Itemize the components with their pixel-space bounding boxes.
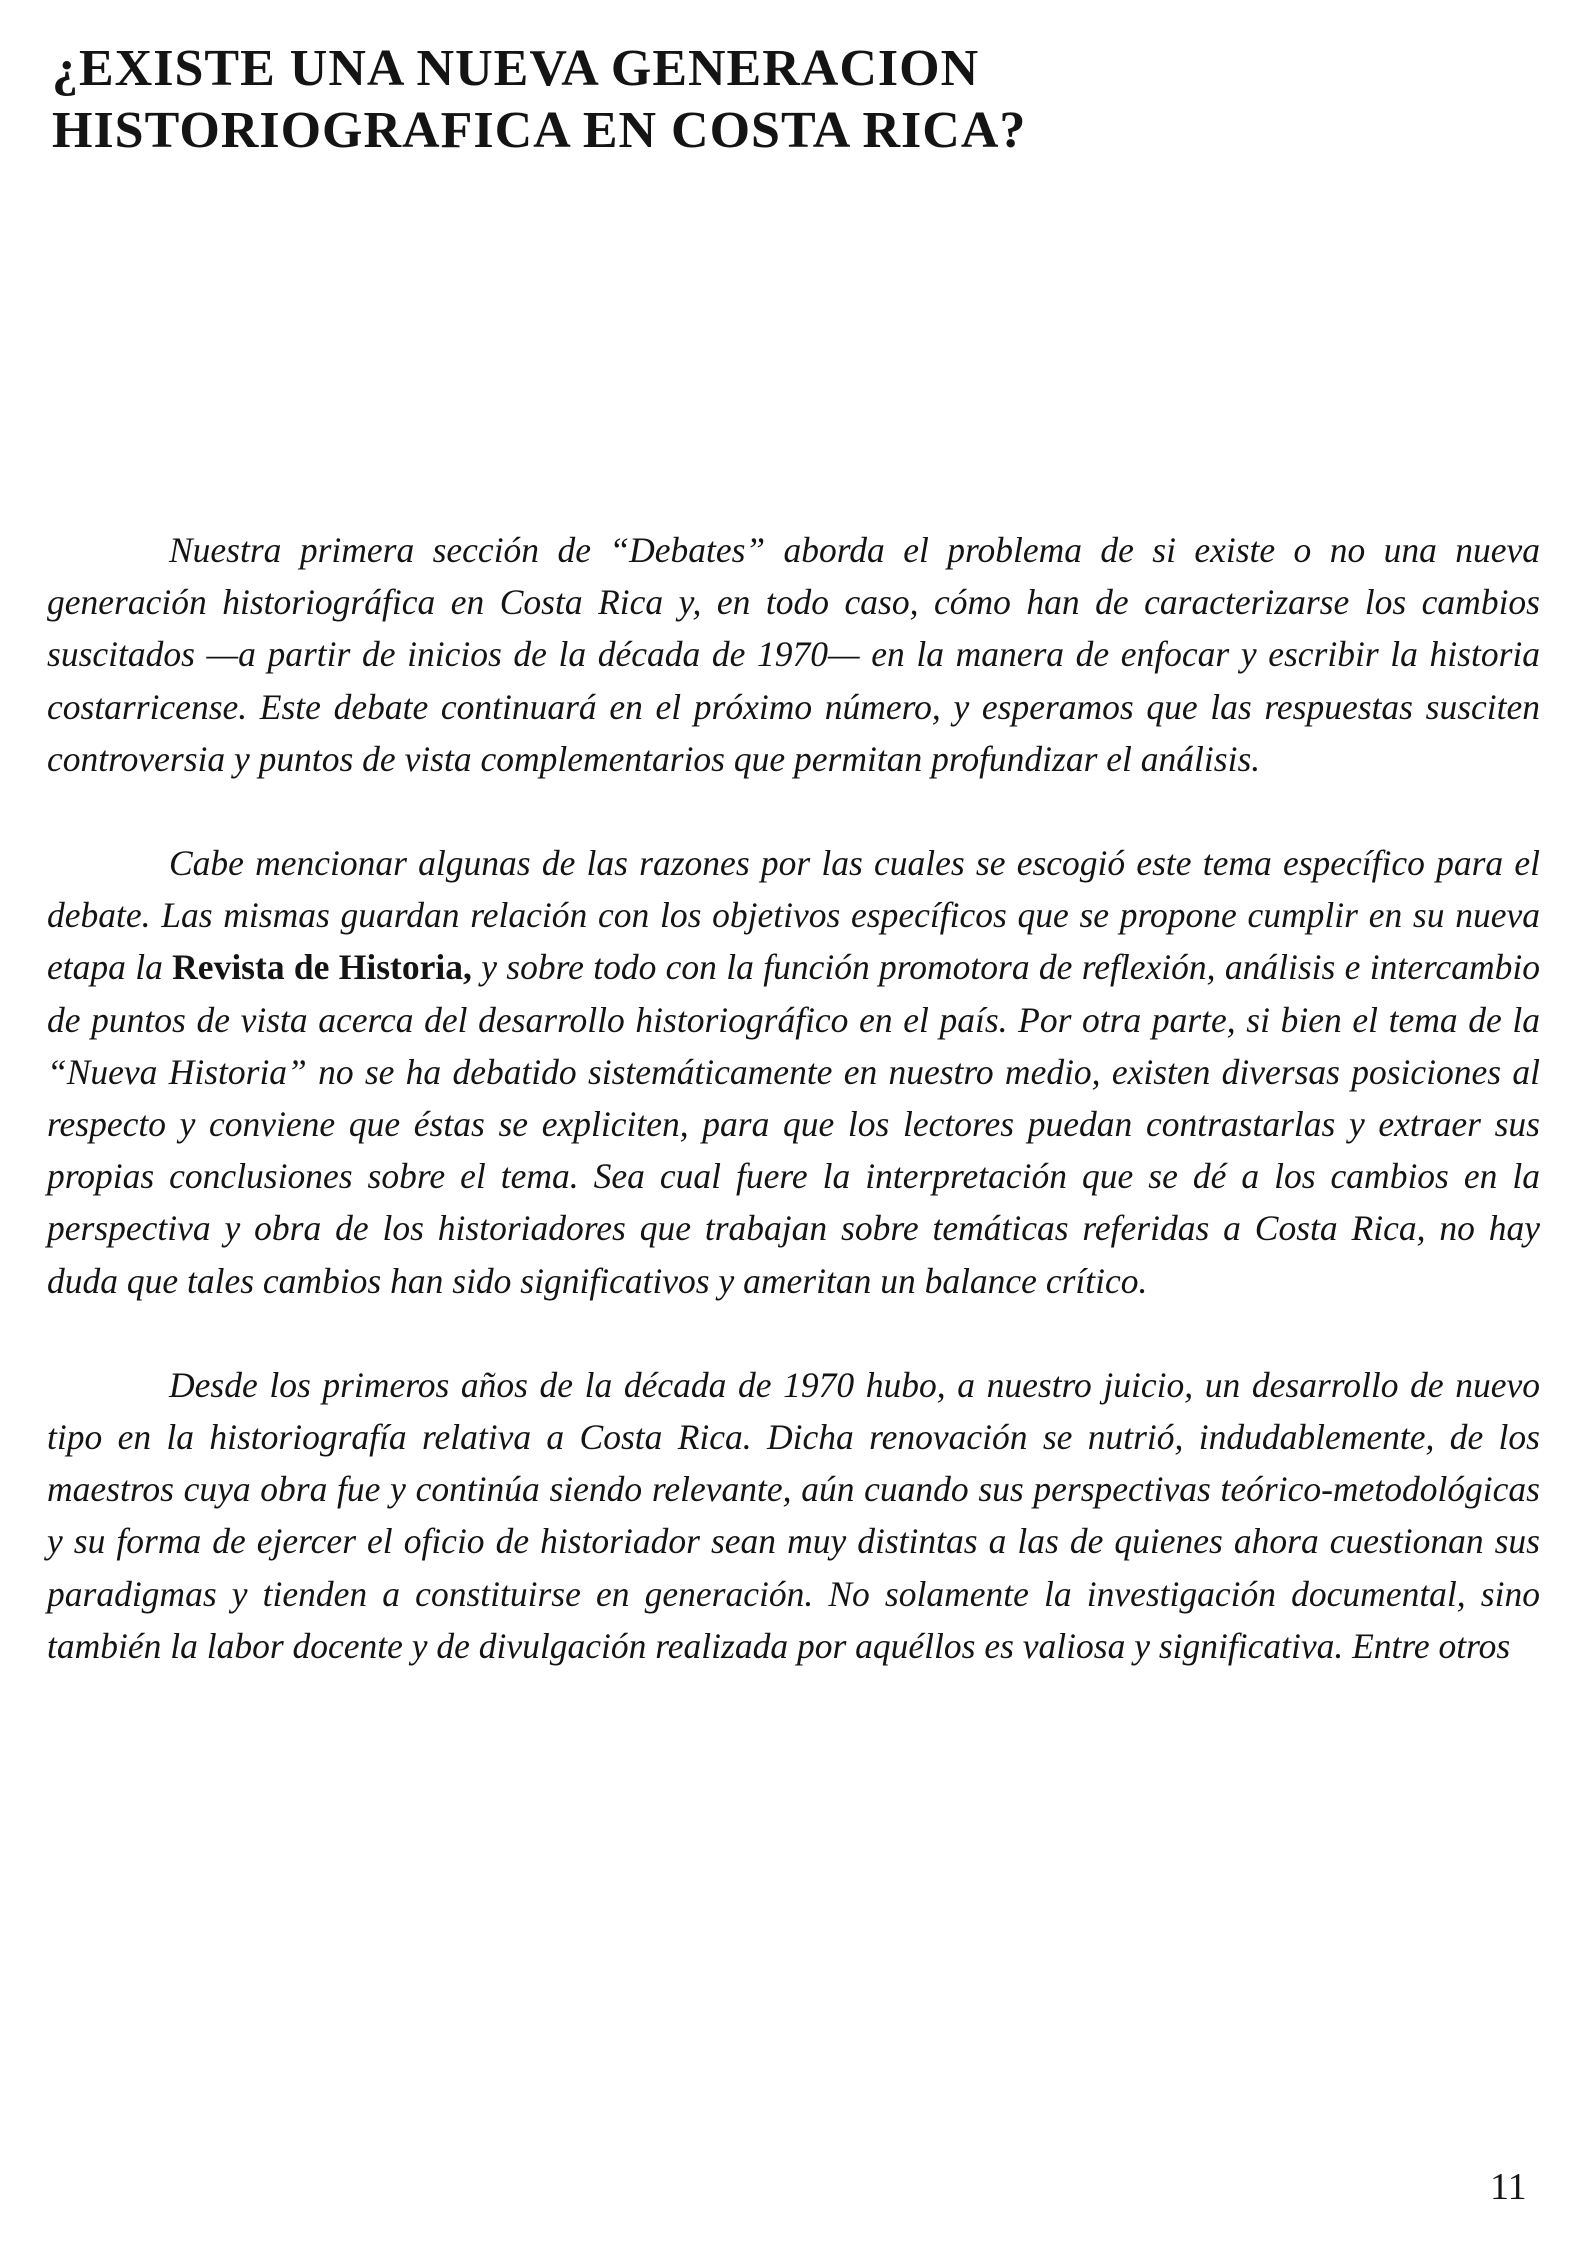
- paragraph-2-text-end: y sobre todo con la función promotora de reflexión, análisis e intercambio de puntos de vista acerca del desarrollo historiográfico en el país. Por otra parte, si bien el tema de la “Nueva Historia” no se ha debatido sistemáticamente en nuestro medio, existen diversas posiciones al respecto y conviene que éstas se expliciten, para que los lectores puedan contrastarlas y extraer sus propias conclusiones sobre el tema. Sea cual fuere la interpretación que se dé a los cambios en la perspectiva y obra de los historiadores que trabajan sobre temáticas referidas a Costa Rica, no hay duda que tales cambios han sido significativos y ameritan un balance crítico.: [47, 947, 1540, 1301]
- paragraph-2: [47, 837, 1540, 1307]
- journal-name: Revista de Historia,: [172, 947, 472, 988]
- page-number: 11: [1490, 2166, 1527, 2208]
- title-line-1: ¿EXISTE UNA NUEVA GENERACION: [52, 40, 980, 97]
- title-line-2: HISTORIOGRAFICA EN COSTA RICA?: [52, 102, 1027, 159]
- article-body: [47, 524, 1540, 1672]
- paragraph-1: Nuestra primera sección de “Debates” aborda el problema de si existe o no una nueva generación historiográfica en Costa Rica y, en todo caso, cómo han de caracterizarse los cambios suscitados —a partir de inicios de la década de 1970— en la manera de enfocar y escribir la historia costarricense. Este debate continuará en el próximo número, y esperamos que las respuestas susciten controversia y puntos de vista complementarios que permitan profundizar el análisis.: [47, 530, 1540, 779]
- article-title: [52, 38, 1152, 162]
- paragraph-3: Desde los primeros años de la década de 1970 hubo, a nuestro juicio, un desarrollo de nuevo tipo en la historiografía relativa a Costa Rica. Dicha renovación se nutrió, indudablemente, de los maestros cuya obra fue y continúa siendo relevante, aún cuando sus perspectivas teórico-metodológicas y su forma de ejercer el oficio de historiador sean muy distintas a las de quienes ahora cuestionan sus paradigmas y tienden a constituirse en generación. No solamente la investigación documental, sino también la labor docente y de divulgación realizada por aquéllos es valiosa y significativa. Entre otros: [47, 1364, 1540, 1666]
- paragraph-2-text-start: Cabe mencionar algunas de las razones por las cuales se escogió este tema específico para el debate. Las mismas guardan relación con los objetivos específicos que se propone cumplir en su nueva etapa la: [47, 843, 1540, 988]
